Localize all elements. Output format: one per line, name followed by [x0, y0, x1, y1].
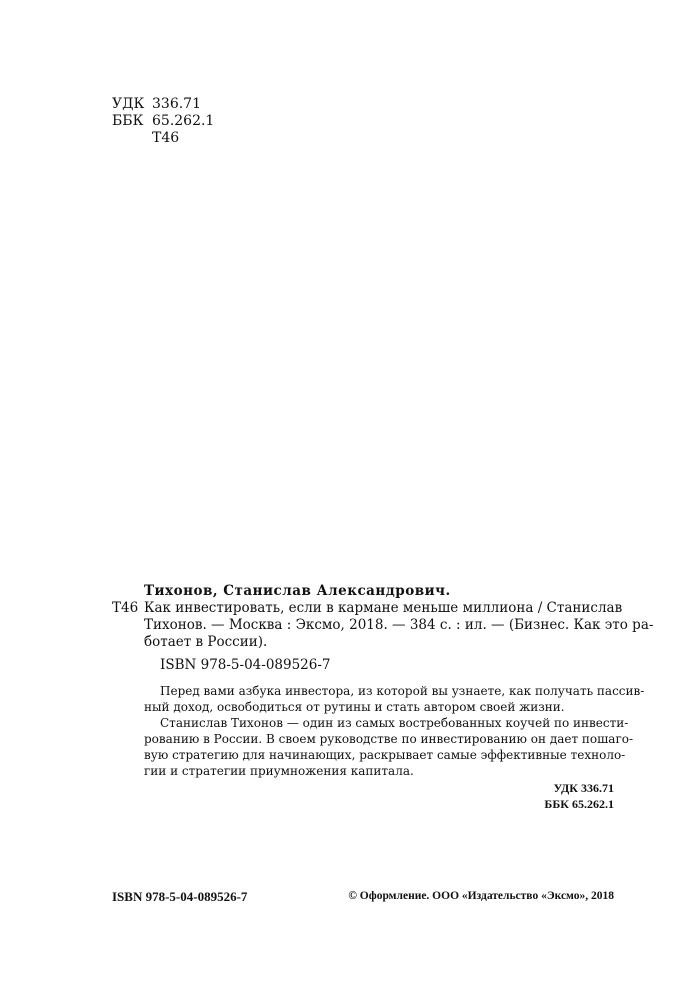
bottom-bbk: ББК 65.262.1 — [544, 797, 614, 811]
bib-mark: Т46 — [112, 600, 139, 616]
annotation-line-1: Перед вами азбука инвестора, из которой вы узнаете, как получать пассив- — [160, 684, 645, 698]
top-author-mark: Т46 — [152, 130, 180, 146]
udk-label: УДК — [112, 96, 145, 112]
annotation-line-4: рованию в России. В своем руководстве по инвестированию он дает пошаго- — [144, 732, 634, 746]
bbk-label: ББК — [112, 113, 144, 129]
udk-value: 336.71 — [152, 96, 201, 112]
annotation-line-3: Станислав Тихонов — один из самых востребованных коучей по инвести- — [160, 716, 629, 730]
footer-copyright: © Оформление. ООО «Издательство «Эксмо», 2018 — [348, 890, 614, 902]
top-udk — [112, 96, 201, 113]
bottom-udk: УДК 336.71 — [553, 781, 614, 795]
bib-isbn: ISBN 978-5-04-089526-7 — [160, 657, 331, 673]
annotation-line-6: гии и стратегии приумножения капитала. — [144, 764, 414, 778]
bib-line-2: Тихонов. — Москва : Эксмо, 2018. — 384 с. : ил. — (Бизнес. Как это ра- — [144, 617, 654, 633]
bib-line-3: ботает в России). — [144, 634, 268, 650]
annotation-line-2: ный доход, освободиться от рутины и стать автором своей жизни. — [144, 700, 565, 714]
bib-author: Тихонов, Станислав Александрович. — [144, 583, 451, 599]
bbk-value: 65.262.1 — [152, 113, 215, 129]
annotation-line-5: вую стратегию для начинающих, раскрывает самые эффективные техноло- — [144, 748, 626, 762]
bib-line-1: Как инвестировать, если в кармане меньше миллиона / Станислав — [144, 600, 623, 616]
top-bbk — [112, 113, 214, 130]
footer-isbn: ISBN 978-5-04-089526-7 — [112, 889, 248, 904]
